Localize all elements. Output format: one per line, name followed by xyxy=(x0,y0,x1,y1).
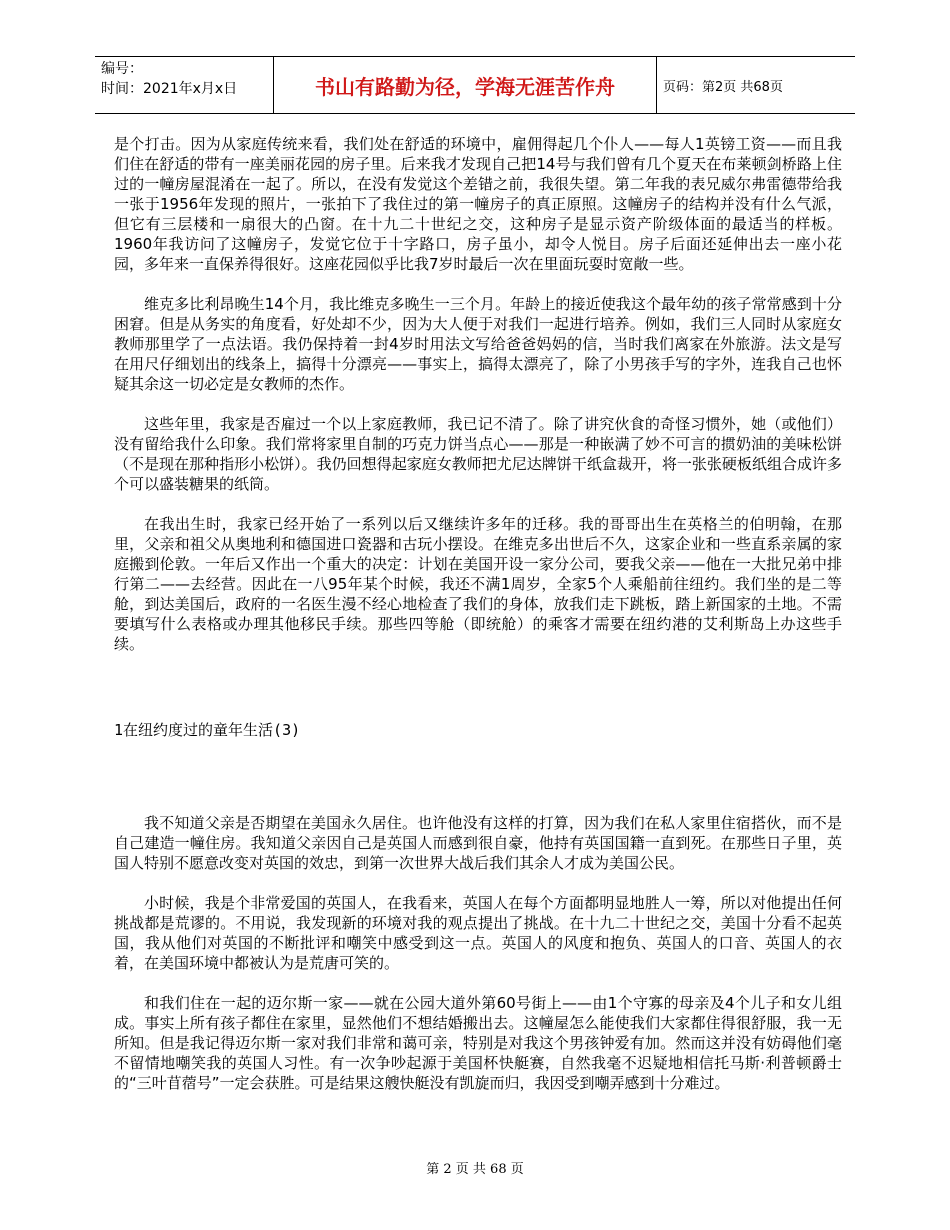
paragraph: 我不知道父亲是否期望在美国永久居住。也许他没有这样的打算，因为我们在私人家里住宿搭伙，而不是自己建造一幢住房。我知道父亲因自己是英国人而感到很自豪，他持有英国国籍一直到死。在那些日子里，英国人特别不愿意改变对英国的效忠，到第一次世界大战后我们其余人才成为美国公民。 xyxy=(114,814,842,872)
header-motto-cell xyxy=(274,57,657,113)
paragraph: 是个打击。因为从家庭传统来看，我们处在舒适的环境中，雇佣得起几个仆人——每人1英镑工资——而且我们住在舒适的带有一座美丽花园的房子里。后来我才发现自己把14号与我们曾有几个夏天在布莱顿剑桥路上住过的一幢房屋混淆在一起了。所以，在没有发觉这个差错之前，我很失望。第二年我的表兄威尔弗雷德带给我一张于1956年发现的照片，一张拍下了我住过的第一幢房子的真正原照。这幢房子的结构并没有什么气派，但它有三层楼和一扇很大的凸窗。在十九二十世纪之交，这种房子是显示资产阶级体面的最适当的样板。1960年我访问了这幢房子，发觉它位于十字路口，房子虽小，却令人悦目。房子后面还延伸出去一座小花园，多年来一直保养得很好。这座花园似乎比我7岁时最后一次在里面玩耍时宽敞一些。 xyxy=(114,135,842,273)
document-time-label: 时间：2021年x月x日 xyxy=(101,81,238,97)
page-footer: 第 2 页 共 68 页 xyxy=(426,1162,524,1177)
paragraph: 这些年里，我家是否雇过一个以上家庭教师，我已记不清了。除了讲究伙食的奇怪习惯外，她（或他们）没有留给我什么印象。我们常将家里自制的巧克力饼当点心——那是一种嵌满了妙不可言的掼奶油的美味松饼（不是现在那种指形小松饼）。我仍回想得起家庭女教师把尤尼达牌饼干纸盒裁开，将一张张硬板纸组合成许多个可以盛装糖果的纸筒。 xyxy=(114,415,842,493)
header-page-info: 页码：第2页 共68页 xyxy=(663,79,783,95)
header-page-cell xyxy=(657,57,861,113)
document-number-label: 编号： xyxy=(101,61,143,77)
paragraph: 和我们住在一起的迈尔斯一家——就在公园大道外第60号街上——由1个守寡的母亲及4个儿子和女儿组成。事实上所有孩子都住在家里，显然他们不想结婚搬出去。这幢屋怎么能使我们大家都住得很舒服，我一无所知。但是我记得迈尔斯一家对我们非常和蔼可亲，特别是对我这个男孩钟爱有加。然而这并没有妨碍他们毫不留情地嘲笑我的英国人习性。有一次争吵起源于美国杯快艇赛，自然我毫不迟疑地相信托马斯·利普顿爵士的“三叶苜蓿号”一定会获胜。可是结果这艘快艇没有凯旋而归，我因受到嘲弄感到十分难过。 xyxy=(114,994,842,1092)
body-text-top xyxy=(114,134,842,674)
body-text-bottom xyxy=(114,813,842,1113)
chapter-title: 1在纽约度过的童年生活(3) xyxy=(114,721,301,739)
paragraph: 维克多比利昂晚生14个月，我比维克多晚生一三个月。年龄上的接近使我这个最年幼的孩子常常感到十分困窘。但是从务实的角度看，好处却不少，因为大人便于对我们一起进行培养。例如，我们三人同时从家庭女教师那里学了一点法语。我仍保持着一封4岁时用法文写给爸爸妈妈的信，当时我们离家在外旅游。法文是写在用尺仔细划出的线条上，搞得十分漂亮——事实上，搞得太漂亮了，除了小男孩手写的字外，连我自己也怀疑其余这一切必定是女教师的杰作。 xyxy=(114,295,842,393)
page-header xyxy=(95,56,855,114)
header-meta-cell xyxy=(95,57,274,113)
header-motto: 书山有路勤为径，学海无涯苦作舟 xyxy=(315,74,615,99)
paragraph: 在我出生时，我家已经开始了一系列以后又继续许多年的迁移。我的哥哥出生在英格兰的伯明翰，在那里，父亲和祖父从奥地利和德国进口瓷器和古玩小摆设。在维克多出世后不久，这家企业和一些直系亲属的家庭搬到伦敦。一年后又作出一个重大的决定：计划在美国开设一家分公司，要我父亲——他在一大批兄弟中排行第二——去经营。因此在一八95年某个时候，我还不满1周岁，全家5个人乘船前往纽约。我们坐的是二等舱，到达美国后，政府的一名医生漫不经心地检查了我们的身体，放我们走下跳板，踏上新国家的土地。不需要填写什么表格或办理其他移民手续。那些四等舱（即统舱）的乘客才需要在纽约港的艾利斯岛上办这些手续。 xyxy=(114,515,842,653)
paragraph: 小时候，我是个非常爱国的英国人，在我看来，英国人在每个方面都明显地胜人一筹，所以对他提出任何挑战都是荒谬的。不用说，我发现新的环境对我的观点提出了挑战。在十九二十世纪之交，美国十分看不起英国，我从他们对英国的不断批评和嘲笑中感受到这一点。英国人的风度和抱负、英国人的口音、英国人的衣着，在美国环境中都被认为是荒唐可笑的。 xyxy=(114,894,842,972)
